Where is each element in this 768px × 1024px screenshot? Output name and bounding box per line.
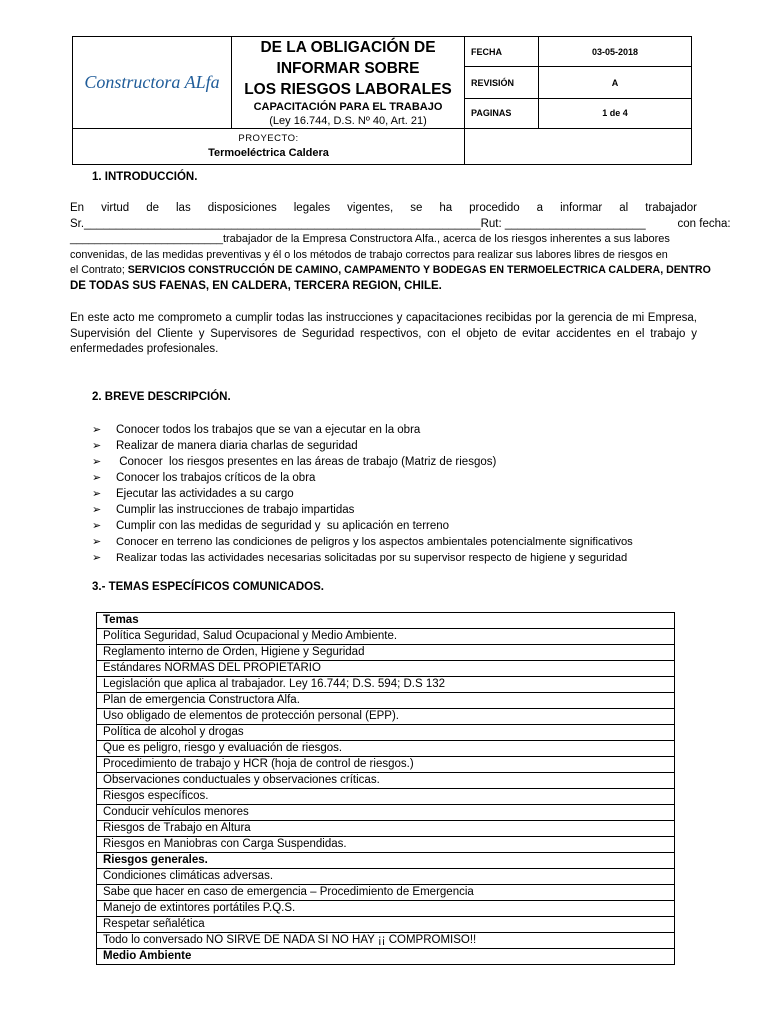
- topic-cell: Riesgos específicos.: [97, 789, 675, 805]
- commitment-paragraph: En este acto me comprometo a cumplir todas las instrucciones y capacitaciones recibidas por la gerencia de mi Empresa, Supervisión del Cliente y Supervisores de Seguridad respectivos, con el objeto de evitar accidentes en el trabajo y enfermedades profesionales.: [70, 312, 697, 355]
- topic-cell: Política de alcohol y drogas: [97, 725, 675, 741]
- section-1-heading: 1. INTRODUCCIÓN.: [92, 171, 198, 183]
- topic-cell: Sabe que hacer en caso de emergencia – Procedimiento de Emergencia: [97, 885, 675, 901]
- topic-cell: Riesgos en Maniobras con Carga Suspendidas.: [97, 837, 675, 853]
- table-row: [97, 709, 675, 725]
- arrow-bullet-icon: ➢: [92, 488, 102, 500]
- document-header: [72, 36, 692, 159]
- list-item: ➢ Conocer los riesgos presentes en las áreas de trabajo (Matriz de riesgos): [92, 456, 497, 468]
- topic-cell: Que es peligro, riesgo y evaluación de riesgos.: [97, 741, 675, 757]
- arrow-bullet-icon: ➢: [92, 440, 102, 452]
- topic-cell: Uso obligado de elementos de protección personal (EPP).: [97, 709, 675, 725]
- table-row: [97, 869, 675, 885]
- table-row: [97, 885, 675, 901]
- topic-cell: Riesgos generales.: [97, 853, 675, 869]
- table-header-row: [97, 613, 675, 629]
- list-item: ➢ Realizar de manera diaria charlas de seguridad: [92, 440, 358, 452]
- intro-line-5: [70, 263, 711, 279]
- meta-label-revision: REVISIÓN: [465, 67, 539, 98]
- table-row: [97, 933, 675, 949]
- arrow-bullet-icon: ➢: [92, 472, 102, 484]
- meta-value-paginas: 1 de 4: [539, 98, 692, 128]
- project-cell: [73, 129, 465, 165]
- project-label: PROYECTO:: [238, 132, 299, 144]
- table-row: [97, 805, 675, 821]
- company-logo: [73, 37, 232, 129]
- table-row: [97, 901, 675, 917]
- title-line-1: DE LA OBLIGACIÓN DE INFORMAR SOBRE: [260, 39, 436, 77]
- intro-paragraph: [70, 201, 731, 294]
- list-item: ➢ Cumplir las instrucciones de trabajo impartidas: [92, 504, 355, 516]
- table-row: [97, 773, 675, 789]
- contract-services-bold: SERVICIOS CONSTRUCCIÓN DE CAMINO, CAMPAMENTO Y BODEGAS EN TERMOELECTRICA CALDERA, DENTRO: [127, 264, 711, 276]
- list-item: ➢ Conocer todos los trabajos que se van a ejecutar en la obra: [92, 424, 421, 436]
- list-item: ➢ Realizar todas las actividades necesarias solicitadas por su supervisor respecto de higiene y seguridad: [92, 552, 628, 564]
- intro-line-1: En virtud de las disposiciones legales vigentes, se ha procedido a informar al trabajador: [70, 202, 697, 214]
- intro-line-3: _________________________trabajador de la Empresa Constructora Alfa., acerca de los riesgos inherentes a sus labores: [70, 233, 670, 245]
- arrow-bullet-icon: ➢: [92, 424, 102, 436]
- intro-line-6: DE TODAS SUS FAENAS, EN CALDERA, TERCERA REGION, CHILE.: [70, 279, 442, 292]
- table-row: [97, 853, 675, 869]
- table-row: [97, 645, 675, 661]
- topic-cell: Medio Ambiente: [97, 949, 675, 965]
- law-reference: (Ley 16.744, D.S. Nº 40, Art. 21): [269, 115, 427, 127]
- document-title: [232, 37, 465, 129]
- intro-line-2: Sr.______________________________________________________________Rut: ______________________ con fecha:: [70, 217, 731, 230]
- section-2-heading: 2. BREVE DESCRIPCIÓN.: [92, 391, 231, 403]
- arrow-bullet-icon: ➢: [92, 520, 102, 532]
- table-row: [97, 725, 675, 741]
- topic-cell: Riesgos de Trabajo en Altura: [97, 821, 675, 837]
- meta-label-paginas: PAGINAS: [465, 98, 539, 128]
- company-name: Constructora ALfa: [84, 72, 220, 92]
- document-meta: [465, 37, 692, 129]
- meta-value-revision: A: [539, 67, 692, 98]
- topic-cell: Todo lo conversado NO SIRVE DE NADA SI NO HAY ¡¡ COMPROMISO!!: [97, 933, 675, 949]
- topic-cell: Estándares NORMAS DEL PROPIETARIO: [97, 661, 675, 677]
- topic-cell: Procedimiento de trabajo y HCR (hoja de control de riesgos.): [97, 757, 675, 773]
- table-row: [97, 677, 675, 693]
- title-line-2: LOS RIESGOS LABORALES: [244, 81, 452, 98]
- topic-cell: Conducir vehículos menores: [97, 805, 675, 821]
- table-row: [97, 949, 675, 965]
- table-row: [97, 661, 675, 677]
- arrow-bullet-icon: ➢: [92, 504, 102, 516]
- contract-prefix: el Contrato;: [70, 264, 128, 276]
- table-row: [97, 693, 675, 709]
- meta-label-fecha: FECHA: [465, 37, 539, 67]
- topic-cell: Condiciones climáticas adversas.: [97, 869, 675, 885]
- table-row: [97, 741, 675, 757]
- topic-cell: Respetar señalética: [97, 917, 675, 933]
- topics-table: [96, 612, 675, 965]
- list-item: ➢ Ejecutar las actividades a su cargo: [92, 488, 294, 500]
- arrow-bullet-icon: ➢: [92, 536, 102, 548]
- arrow-bullet-icon: ➢: [92, 456, 102, 468]
- list-item: ➢ Conocer los trabajos críticos de la obra: [92, 472, 316, 484]
- description-list: [92, 422, 692, 566]
- topic-cell: Política Seguridad, Salud Ocupacional y Medio Ambiente.: [97, 629, 675, 645]
- meta-value-fecha: 03-05-2018: [539, 37, 692, 67]
- project-empty-cell: [465, 129, 692, 165]
- list-item: ➢ Conocer en terreno las condiciones de peligros y los aspectos ambientales potencialmente significativos: [92, 536, 633, 548]
- table-row: [97, 821, 675, 837]
- project-name: Termoeléctrica Caldera: [208, 146, 329, 159]
- arrow-bullet-icon: ➢: [92, 552, 102, 564]
- table-row: [97, 917, 675, 933]
- topic-cell: Plan de emergencia Constructora Alfa.: [97, 693, 675, 709]
- topic-cell: Observaciones conductuales y observaciones críticas.: [97, 773, 675, 789]
- table-row: [97, 629, 675, 645]
- section-3-heading: 3.- TEMAS ESPECÍFICOS COMUNICADOS.: [92, 581, 324, 593]
- topics-header-cell: Temas: [97, 613, 675, 629]
- topic-cell: Reglamento interno de Orden, Higiene y Seguridad: [97, 645, 675, 661]
- topic-cell: Legislación que aplica al trabajador. Ley 16.744; D.S. 594; D.S 132: [97, 677, 675, 693]
- document-subtitle: CAPACITACIÓN PARA EL TRABAJO: [253, 101, 443, 113]
- intro-line-4: convenidas, de las medidas preventivas y él o los métodos de trabajo correctos para realizar sus labores libres de riesgos en: [70, 248, 668, 261]
- table-row: [97, 789, 675, 805]
- table-row: [97, 837, 675, 853]
- table-row: [97, 757, 675, 773]
- list-item: ➢ Cumplir con las medidas de seguridad y su aplicación en terreno: [92, 520, 450, 532]
- topic-cell: Manejo de extintores portátiles P.Q.S.: [97, 901, 675, 917]
